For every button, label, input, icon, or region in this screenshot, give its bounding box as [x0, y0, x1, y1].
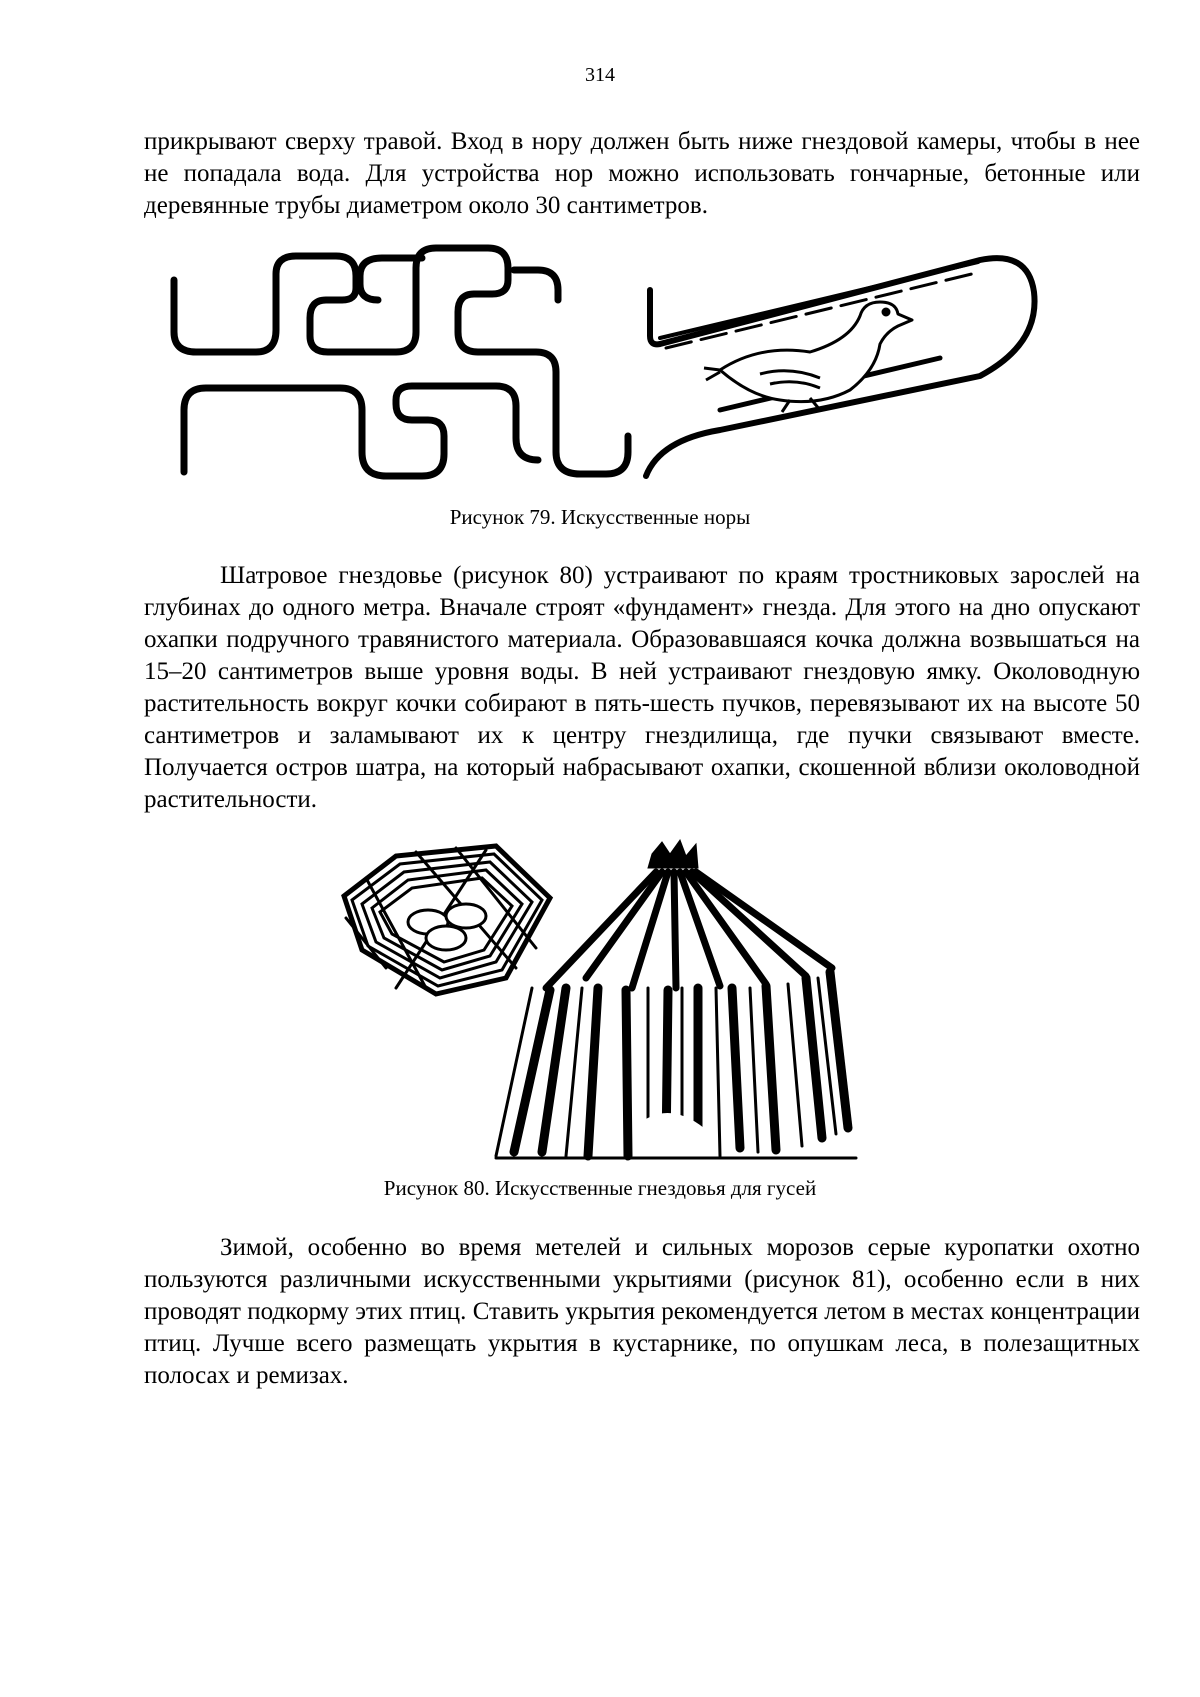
- tent-top-knot: [648, 840, 698, 868]
- eggs: [408, 904, 486, 950]
- goose-tail: [704, 368, 720, 380]
- reed-bundle: [732, 988, 740, 1148]
- reed-bundle: [588, 988, 598, 1156]
- goose-eye: [883, 309, 889, 315]
- egg: [426, 926, 466, 950]
- paragraph-tent-nest-text: Шатровое гнездовье (рисунок 80) устраивают по краям тростниковых зарослей на глубинах до одного метра. Вначале строят «фундамент» гнезда. Для этого на дно опускают охапки подручного травянистого материала. Образовавшаяся кочка должна возвышаться на 15–20 сантиметров выше уровня воды. В ней устраивают гнездовую ямку. Околоводную растительность вокруг кочки собирают в пять-шесть пучков, перевязывают их на высоте 50 сантиметров и заламывают их к центру гнездилища, где пучки связывают вместе. Получается остров шатра, на который набрасывают охапки, скошенной вблизи околоводной растительности.: [144, 562, 1140, 813]
- figure-burrows: [160, 240, 1140, 530]
- chamber-roof-lining: [660, 262, 978, 338]
- paragraph-burrows-text: прикрывают сверху травой. Вход в нору должен быть ниже гнездовой камеры, чтобы в нее не попадала вода. Для устройства нор можно использовать гончарные, бетонные или деревянные трубы диаметром около 30 сантиметров.: [144, 128, 1140, 219]
- burrows-illustration: [160, 240, 1140, 530]
- goose-nests-illustration: [336, 838, 866, 1168]
- figure-goose-nests: [336, 838, 866, 1168]
- reed-bundle: [766, 986, 776, 1150]
- figure-80-caption: Рисунок 80. Искусственные гнездовья для гусей: [383, 1176, 817, 1200]
- paragraph-partridge-shelter-text: Зимой, особенно во время метелей и сильных морозов серые куропатки охотно пользуются различными искусственными укрытиями (рисунок 81), особенно если в них проводят подкорму этих птиц. Ставить укрытия рекомендуется летом в местах концентрации птиц. Лучше всего размещать укрытия в кустарнике, по опушкам леса, в полезащитных полосах и ремизах.: [144, 1234, 1140, 1389]
- reed-bundle: [626, 990, 628, 1156]
- reed-tent-nest: [496, 840, 856, 1158]
- chamber-roof-lining-inner: [666, 272, 980, 348]
- egg: [446, 904, 486, 928]
- burrow-tunnel-lower: [184, 386, 538, 476]
- page-number: 314: [585, 64, 615, 86]
- figure-79-caption: Рисунок 79. Искусственные норы: [449, 505, 751, 529]
- burrow-tunnel-upper-right: [514, 270, 558, 300]
